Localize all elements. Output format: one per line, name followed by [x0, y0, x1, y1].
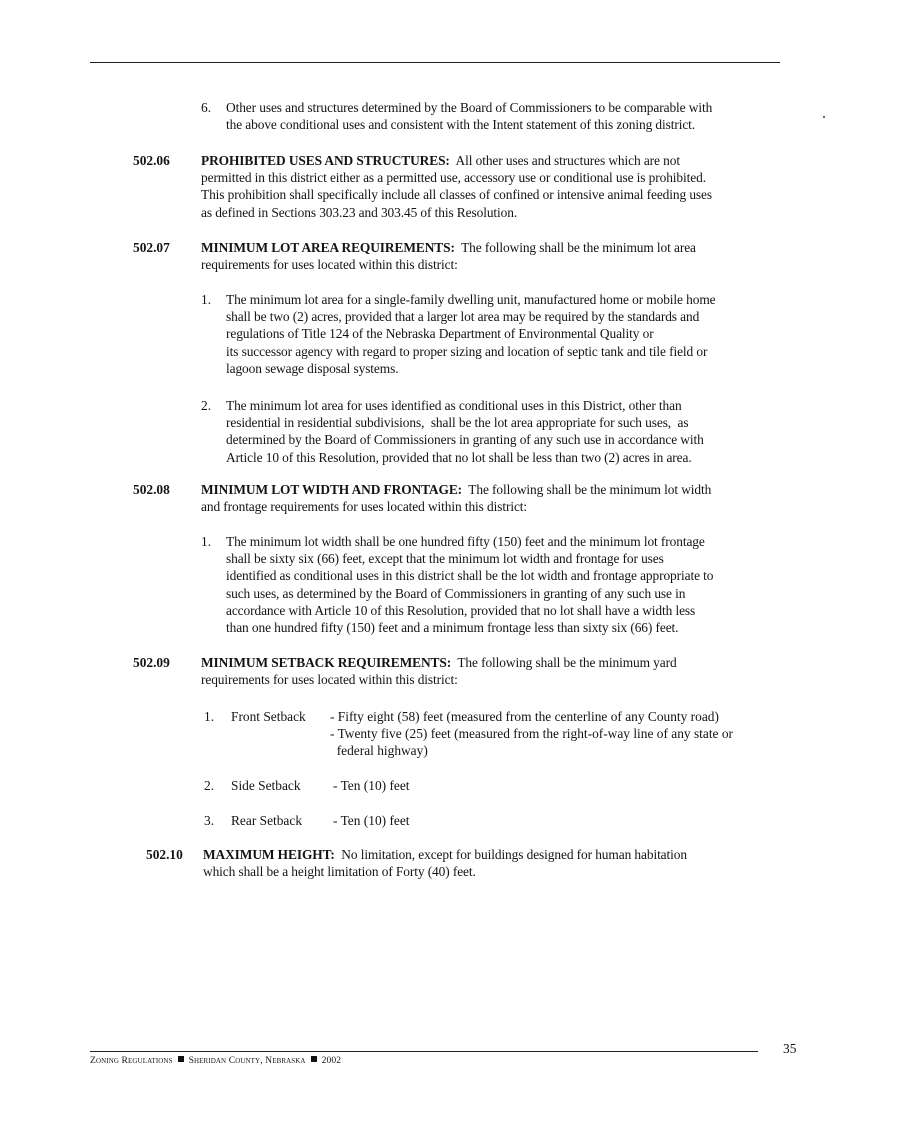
text-line: This prohibition shall specifically include all classes of confined or intensive animal feeding uses: [201, 187, 712, 203]
text-line: its successor agency with regard to proper sizing and location of septic tank and tile field or: [226, 343, 708, 359]
text-span: All other uses and structures which are not: [455, 153, 680, 168]
text-line: identified as conditional uses in this district shall be the lot width and frontage appropriate to: [226, 568, 714, 584]
text-line: [203, 846, 687, 863]
header-rule: [90, 62, 780, 63]
text-line: than one hundred fifty (150) feet and a minimum frontage less than sixty six (66) feet.: [226, 620, 679, 636]
text-line: shall be sixty six (66) feet, except that the minimum lot width and frontage for uses: [226, 551, 664, 567]
setback-label-side: Side Setback: [231, 778, 301, 793]
footer-title: Zoning Regulations: [90, 1055, 173, 1066]
footer: [90, 1055, 341, 1066]
section-502-08: [201, 481, 711, 515]
setback-value-side: - Ten (10) feet: [333, 778, 410, 793]
text-span: No limitation, except for buildings designed for human habitation: [341, 847, 687, 862]
text-span: The following shall be the minimum lot width: [468, 482, 712, 497]
text-line: accordance with Article 10 of this Resolution, provided that no lot shall have a width less: [226, 602, 696, 618]
text-line: and frontage requirements for uses located within this district:: [201, 499, 528, 515]
text-line: The minimum lot width shall be one hundred fifty (150) feet and the minimum lot frontage: [226, 534, 705, 549]
section-number: 502.10: [146, 847, 183, 862]
section-502-10: [203, 846, 687, 880]
text-line: - Fifty eight (58) feet (measured from the centerline of any County road): [330, 709, 719, 724]
text-line: shall be two (2) acres, provided that a larger lot area may be required by the standards and: [226, 309, 700, 325]
list-item: [226, 397, 704, 466]
setback-number: 2.: [204, 778, 215, 793]
text-line: requirements for uses located within this district:: [201, 672, 458, 688]
text-span: The following shall be the minimum lot area: [461, 240, 696, 255]
footer-county: Sheridan County, Nebraska: [188, 1055, 306, 1066]
section-number: 502.08: [133, 482, 170, 497]
section-heading: MINIMUM SETBACK REQUIREMENTS:: [201, 655, 452, 670]
list-item: [226, 533, 713, 636]
text-line: residential in residential subdivisions, shall be the lot area appropriate for such uses, as: [226, 415, 689, 431]
text-span: The following shall be the minimum yard: [457, 655, 677, 670]
setback-values-front: [330, 708, 733, 760]
list-item: [226, 291, 716, 377]
setback-number: 1.: [204, 709, 215, 724]
setback-label-front: Front Setback: [231, 709, 306, 724]
text-line: regulations of Title 124 of the Nebraska Department of Environmental Quality or: [226, 326, 654, 342]
text-line: permitted in this district either as a permitted use, accessory use or conditional use is prohibited.: [201, 170, 706, 186]
footer-year: 2002: [321, 1055, 342, 1066]
text-line: federal highway): [330, 743, 428, 759]
text-line: [201, 654, 677, 671]
item-number: 2.: [201, 398, 212, 413]
section-number: 502.09: [133, 655, 170, 670]
section-502-07: [201, 239, 696, 273]
text-line: the above conditional uses and consistent with the Intent statement of this zoning district.: [226, 117, 696, 133]
item-number: 6.: [201, 100, 212, 115]
item-number: 1.: [201, 534, 212, 549]
square-bullet-icon: [311, 1056, 317, 1062]
text-line: - Twenty five (25) feet (measured from the right-of-way line of any state or: [330, 726, 733, 742]
page-number: 35: [783, 1041, 797, 1056]
text-line: such uses, as determined by the Board of Commissioners in granting of any such use in: [226, 585, 686, 601]
section-heading: MINIMUM LOT AREA REQUIREMENTS:: [201, 240, 455, 255]
section-heading: PROHIBITED USES AND STRUCTURES:: [201, 153, 450, 168]
text-line: [201, 481, 711, 498]
square-bullet-icon: [178, 1056, 184, 1062]
item-number: 1.: [201, 292, 212, 307]
text-line: [201, 239, 696, 256]
text-line: The minimum lot area for a single-family dwelling unit, manufactured home or mobile home: [226, 292, 716, 307]
text-line: which shall be a height limitation of Forty (40) feet.: [203, 864, 476, 880]
text-line: as defined in Sections 303.23 and 303.45 of this Resolution.: [201, 204, 518, 220]
setback-value-rear: - Ten (10) feet: [333, 813, 410, 828]
section-heading: MINIMUM LOT WIDTH AND FRONTAGE:: [201, 482, 463, 497]
section-number: 502.07: [133, 240, 170, 255]
setback-label-rear: Rear Setback: [231, 813, 303, 828]
section-heading: MAXIMUM HEIGHT:: [203, 847, 335, 862]
text-line: The minimum lot area for uses identified as conditional uses in this District, other than: [226, 398, 682, 413]
text-line: [201, 152, 712, 169]
section-number: 502.06: [133, 153, 170, 168]
text-line: lagoon sewage disposal systems.: [226, 360, 399, 376]
text-line: determined by the Board of Commissioners in granting of any such use in accordance with: [226, 432, 704, 448]
text-line: Other uses and structures determined by the Board of Commissioners to be comparable with: [226, 100, 713, 115]
footer-rule: [90, 1051, 758, 1052]
scan-speck: [823, 116, 825, 118]
text-line: Article 10 of this Resolution, provided that no lot shall be less than two (2) acres in area.: [226, 449, 692, 465]
section-502-09: [201, 654, 677, 688]
setback-number: 3.: [204, 813, 215, 828]
text-line: requirements for uses located within this district:: [201, 257, 458, 273]
section-502-06: [201, 152, 712, 221]
continued-item-text: [226, 99, 712, 133]
